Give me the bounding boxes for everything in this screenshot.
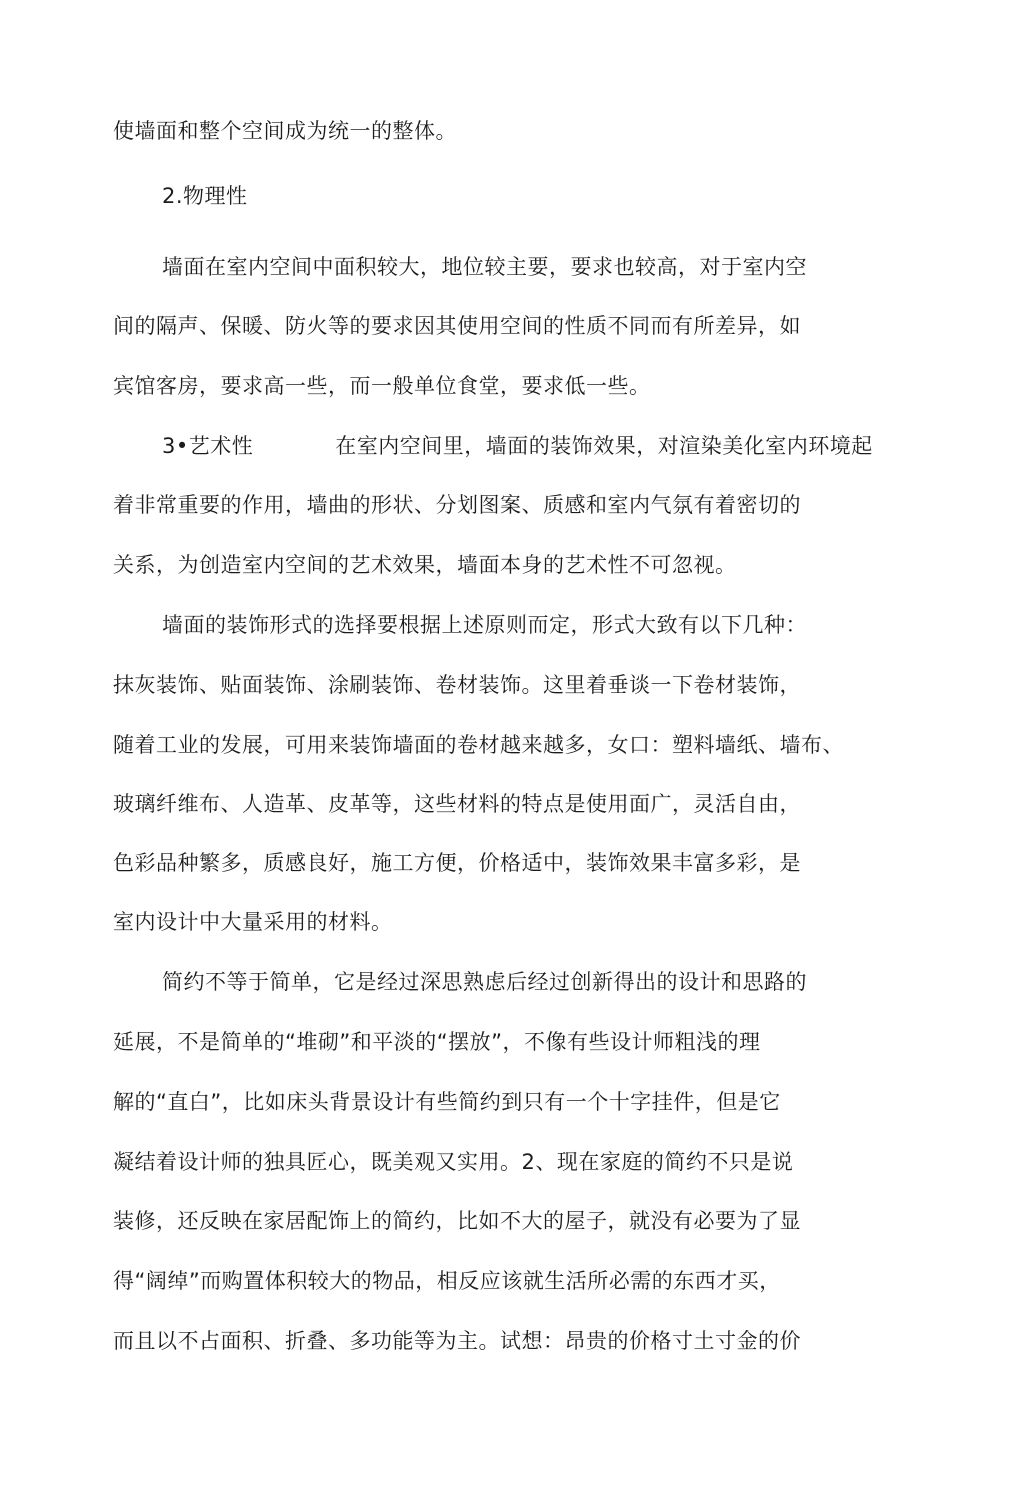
- text-line: 宾馆客房，要求高一些，而一般单位食堂，要求低一些。: [113, 374, 651, 398]
- text-line: 墙面在室内空间中面积较大，地位较主要，要求也较高，对于室内空: [162, 255, 807, 279]
- text-line: 使墙面和整个空间成为统一的整体。: [113, 119, 457, 143]
- text-line: 简约不等于简单，它是经过深思熟虑后经过创新得出的设计和思路的: [162, 970, 807, 994]
- text-line: 凝结着设计师的独具匠心，既美观又实用。2、现在家庭的简约不只是说: [113, 1150, 794, 1174]
- text-line: 延展，不是简单的“堆砌”和平淡的“摆放”，不像有些设计师粗浅的理: [113, 1030, 761, 1054]
- text-line: 得“阔绰”而购置体积较大的物品，相反应该就生活所必需的东西才买，: [113, 1269, 781, 1293]
- text-line: 解的“直白”，比如床头背景设计有些简约到只有一个十字挂件，但是它: [113, 1090, 781, 1114]
- text-fragment: 在室内空间里，墙面的装饰效果，对渲染美化室内环境起: [335, 434, 873, 458]
- text-line: 随着工业的发展，可用来装饰墙面的卷材越来越多，女口：塑料墙纸、墙布、: [113, 733, 844, 757]
- text-line: 抹灰装饰、贴面装饰、涂刷装饰、卷材装饰。这里着垂谈一下卷材装饰，: [113, 673, 801, 697]
- section-heading-physical: 2.物理性: [162, 184, 248, 208]
- text-line: [162, 431, 873, 461]
- text-line: 色彩品种繁多，质感良好，施工方便，价格适中，装饰效果丰富多彩，是: [113, 851, 801, 875]
- text-line: 而且以不占面积、折叠、多功能等为主。试想：昂贵的价格寸土寸金的价: [113, 1329, 801, 1353]
- text-line: 室内设计中大量采用的材料。: [113, 910, 393, 934]
- section-heading-art: 3•艺术性: [162, 434, 254, 458]
- text-line: 装修，还反映在家居配饰上的简约，比如不大的屋子，就没有必要为了显: [113, 1209, 801, 1233]
- text-line: 关系，为创造室内空间的艺术效果，墙面本身的艺术性不可忽视。: [113, 553, 737, 577]
- text-line: 玻璃纤维布、人造革、皮革等，这些材料的特点是使用面广，灵活自由，: [113, 792, 801, 816]
- text-line: 着非常重要的作用，墙曲的形状、分划图案、质感和室内气氛有着密切的: [113, 493, 801, 517]
- text-line: 墙面的装饰形式的选择要根据上述原则而定，形式大致有以下几种：: [162, 613, 807, 637]
- text-line: 间的隔声、保暖、防火等的要求因其使用空间的性质不同而有所差异，如: [113, 314, 801, 338]
